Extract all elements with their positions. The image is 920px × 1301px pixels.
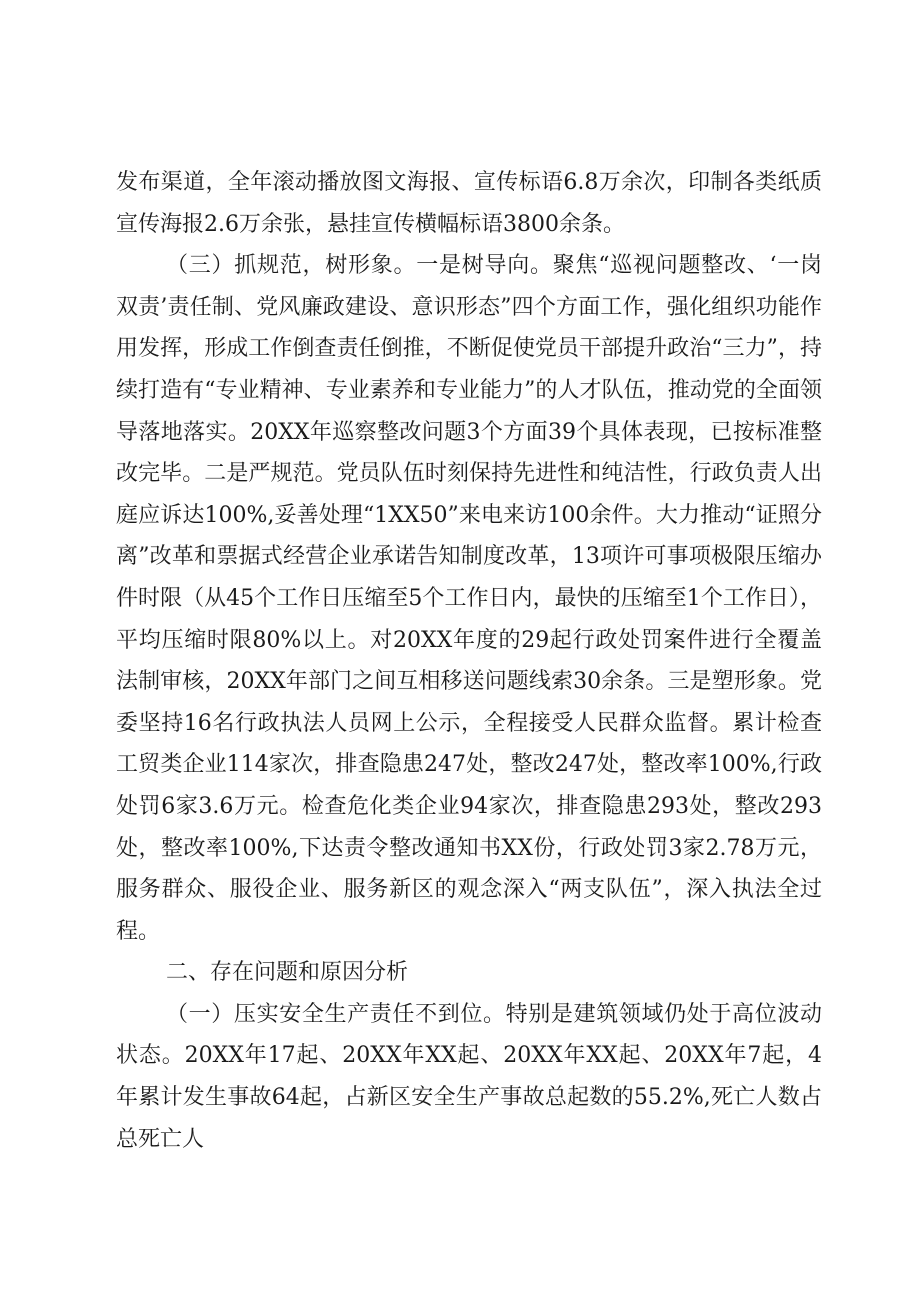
paragraph-continuation: 发布渠道，全年滚动播放图文海报、宣传标语6.8万余次，印制各类纸质宣传海报2.6万余张，悬挂宣传横幅标语3800余条。	[116, 170, 822, 237]
document-body	[116, 162, 822, 1160]
section-heading-problems: 二、存在问题和原因分析	[166, 960, 409, 986]
paragraph-section-three: （三）抓规范，树形象。一是树导向。聚焦“巡视问题整改、‘一岗双责’责任制、党风廉政建设、意识形态”四个方面工作，强化组织功能作用发挥，形成工作倒查责任倒推，不断促使党员干部提升政治“三力”，持续打造有“专业精神、专业素养和专业能力”的人才队伍，推动党的全面领导落地落实。20XX年巡察整改问题3个方面39个具体表现，已按标准整改完毕。二是严规范。党员队伍时刻保持先进性和纯洁性，行政负责人出庭应诉达100%,妥善处理“1XX50”来电来访100余件。大力推动“证照分离”改革和票据式经营企业承诺告知制度改革，13项许可事项极限压缩办件时限（从45个工作日压缩至5个工作日内，最快的压缩至1个工作日），平均压缩时限80%以上。对20XX年度的29起行政处罚案件进行全覆盖法制审核，20XX年部门之间互相移送问题线索30余条。三是塑形象。党委坚持16名行政执法人员网上公示，全程接受人民群众监督。累计检查工贸类企业114家次，排查隐患247处，整改247处，整改率100%,行政处罚6家3.6万元。检查危化类企业94家次，排查隐患293处，整改293处，整改率100%,下达责令整改通知书XX份，行政处罚3家2.78万元，服务群众、服役企业、服务新区的观念深入“两支队伍”，深入执法全过程。	[116, 253, 822, 944]
paragraph-problem-one: （一）压实安全生产责任不到位。特别是建筑领域仍处于高位波动状态。20XX年17起、20XX年XX起、20XX年XX起、20XX年7起，4年累计发生事故64起，占新区安全生产事故总起数的55.2%,死亡人数占总死亡人	[116, 1001, 822, 1152]
